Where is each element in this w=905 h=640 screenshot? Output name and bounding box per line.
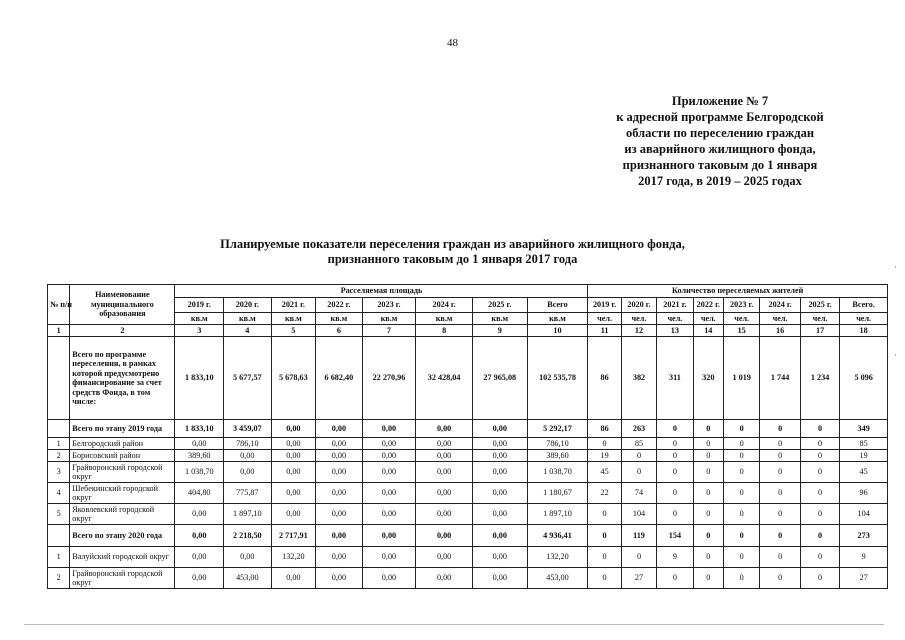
people-year-header: 2021 г. <box>657 298 693 313</box>
people-value: 0 <box>800 547 839 568</box>
people-unit-header: чел. <box>723 313 759 325</box>
row-number: 2 <box>48 568 70 589</box>
area-value: 0,00 <box>416 438 473 450</box>
area-value: 0,00 <box>416 525 473 547</box>
area-unit-header: кв.м <box>175 313 224 325</box>
people-value: 349 <box>840 420 888 438</box>
people-value: 0 <box>588 547 621 568</box>
area-value: 0,00 <box>316 547 363 568</box>
area-year-header: 2022 г. <box>316 298 363 313</box>
people-value: 0 <box>693 450 723 462</box>
area-value: 0,00 <box>271 462 316 483</box>
area-value: 0,00 <box>472 483 527 504</box>
people-value: 0 <box>800 450 839 462</box>
column-number: 16 <box>760 325 800 337</box>
document-title <box>0 237 905 267</box>
people-value: 5 096 <box>840 337 888 420</box>
people-year-header: 2023 г. <box>723 298 759 313</box>
people-value: 0 <box>800 462 839 483</box>
area-value: 775,87 <box>224 483 272 504</box>
area-value: 453,00 <box>527 568 588 589</box>
group-area-header: Расселяемая площадь <box>175 285 588 298</box>
people-value: 85 <box>840 438 888 450</box>
area-value: 0,00 <box>316 420 363 438</box>
people-value: 19 <box>840 450 888 462</box>
people-value: 85 <box>621 438 656 450</box>
column-number: 6 <box>316 325 363 337</box>
page-number: 48 <box>447 37 458 49</box>
area-value: 0,00 <box>224 450 272 462</box>
appendix-heading <box>545 93 895 189</box>
people-value: 104 <box>840 504 888 525</box>
row-number: 1 <box>48 438 70 450</box>
people-value: 0 <box>693 525 723 547</box>
area-value: 389,60 <box>527 450 588 462</box>
people-value: 0 <box>693 483 723 504</box>
area-value: 1 038,70 <box>527 462 588 483</box>
people-value: 0 <box>657 568 693 589</box>
margin-mark: · <box>894 262 897 272</box>
area-unit-header: кв.м <box>472 313 527 325</box>
people-value: 0 <box>723 420 759 438</box>
area-year-header: 2020 г. <box>224 298 272 313</box>
area-value: 0,00 <box>175 504 224 525</box>
column-number: 3 <box>175 325 224 337</box>
people-value: 311 <box>657 337 693 420</box>
people-value: 0 <box>760 450 800 462</box>
people-value: 0 <box>760 568 800 589</box>
people-value: 104 <box>621 504 656 525</box>
people-year-header: 2022 г. <box>693 298 723 313</box>
column-number: 8 <box>416 325 473 337</box>
area-year-header: 2025 г. <box>472 298 527 313</box>
area-value: 0,00 <box>416 547 473 568</box>
title-line: признанного таковым до 1 января 2017 года <box>327 252 578 266</box>
people-value: 0 <box>693 504 723 525</box>
area-value: 0,00 <box>316 462 363 483</box>
resettlement-table <box>47 284 888 589</box>
people-value: 45 <box>840 462 888 483</box>
area-value: 0,00 <box>316 450 363 462</box>
row-number: 3 <box>48 462 70 483</box>
people-value: 154 <box>657 525 693 547</box>
people-year-header: Всего. <box>840 298 888 313</box>
people-value: 0 <box>760 483 800 504</box>
area-value: 0,00 <box>362 462 416 483</box>
area-year-header: 2023 г. <box>362 298 416 313</box>
area-value: 1 038,70 <box>175 462 224 483</box>
table-row <box>48 337 888 420</box>
people-value: 1 744 <box>760 337 800 420</box>
table-row <box>48 547 888 568</box>
area-value: 0,00 <box>362 504 416 525</box>
people-value: 0 <box>588 438 621 450</box>
column-number: 11 <box>588 325 621 337</box>
appendix-line: из аварийного жилищного фонда, <box>624 142 816 156</box>
people-value: 273 <box>840 525 888 547</box>
people-value: 0 <box>760 525 800 547</box>
row-number: 4 <box>48 483 70 504</box>
people-value: 0 <box>800 420 839 438</box>
appendix-line: к адресной программе Белгородской <box>616 110 824 124</box>
area-value: 132,20 <box>527 547 588 568</box>
page-bottom-rule <box>24 624 884 625</box>
col-number-header: № п/п <box>48 285 70 325</box>
area-value: 1 833,10 <box>175 420 224 438</box>
row-number <box>48 420 70 438</box>
people-value: 0 <box>800 525 839 547</box>
column-number: 15 <box>723 325 759 337</box>
people-value: 0 <box>588 504 621 525</box>
people-value: 263 <box>621 420 656 438</box>
area-value: 0,00 <box>472 420 527 438</box>
people-value: 9 <box>657 547 693 568</box>
area-value: 0,00 <box>472 438 527 450</box>
people-value: 0 <box>657 483 693 504</box>
area-value: 0,00 <box>175 547 224 568</box>
people-value: 74 <box>621 483 656 504</box>
area-value: 4 936,41 <box>527 525 588 547</box>
area-year-header: 2021 г. <box>271 298 316 313</box>
people-value: 0 <box>693 420 723 438</box>
area-value: 0,00 <box>271 438 316 450</box>
area-value: 0,00 <box>224 547 272 568</box>
table-row <box>48 420 888 438</box>
area-value: 1 897,10 <box>527 504 588 525</box>
people-value: 0 <box>723 450 759 462</box>
area-unit-header: кв.м <box>362 313 416 325</box>
area-value: 404,80 <box>175 483 224 504</box>
people-value: 0 <box>723 438 759 450</box>
area-value: 0,00 <box>472 547 527 568</box>
area-value: 0,00 <box>362 450 416 462</box>
table-row <box>48 483 888 504</box>
people-value: 0 <box>657 438 693 450</box>
area-unit-header: кв.м <box>527 313 588 325</box>
area-value: 27 965,08 <box>472 337 527 420</box>
area-value: 389,60 <box>175 450 224 462</box>
area-value: 0,00 <box>271 420 316 438</box>
area-value: 0,00 <box>271 568 316 589</box>
column-number: 4 <box>224 325 272 337</box>
people-unit-header: чел. <box>621 313 656 325</box>
table-row <box>48 462 888 483</box>
area-value: 6 682,40 <box>316 337 363 420</box>
column-number: 2 <box>70 325 175 337</box>
people-value: 27 <box>840 568 888 589</box>
people-value: 0 <box>723 462 759 483</box>
people-unit-header: чел. <box>840 313 888 325</box>
area-value: 0,00 <box>472 525 527 547</box>
people-value: 1 019 <box>723 337 759 420</box>
area-value: 0,00 <box>362 420 416 438</box>
people-value: 0 <box>657 504 693 525</box>
column-number: 7 <box>362 325 416 337</box>
column-number: 1 <box>48 325 70 337</box>
row-number: 5 <box>48 504 70 525</box>
area-value: 0,00 <box>416 483 473 504</box>
area-value: 0,00 <box>416 568 473 589</box>
people-value: 45 <box>588 462 621 483</box>
people-value: 0 <box>588 525 621 547</box>
table-row <box>48 450 888 462</box>
area-value: 0,00 <box>472 462 527 483</box>
municipality-name: Яковлевский городской округ <box>70 504 175 525</box>
column-number: 13 <box>657 325 693 337</box>
column-number-row <box>48 325 888 337</box>
column-number: 18 <box>840 325 888 337</box>
title-line: Планируемые показатели переселения граждан из аварийного жилищного фонда, <box>220 237 685 251</box>
area-value: 0,00 <box>362 438 416 450</box>
column-number: 12 <box>621 325 656 337</box>
area-value: 0,00 <box>271 483 316 504</box>
area-value: 0,00 <box>316 568 363 589</box>
column-number: 14 <box>693 325 723 337</box>
area-value: 132,20 <box>271 547 316 568</box>
people-value: 9 <box>840 547 888 568</box>
area-value: 0,00 <box>472 504 527 525</box>
table-row <box>48 568 888 589</box>
area-value: 3 459,07 <box>224 420 272 438</box>
area-unit-header: кв.м <box>416 313 473 325</box>
people-value: 27 <box>621 568 656 589</box>
area-value: 0,00 <box>362 483 416 504</box>
people-value: 0 <box>760 420 800 438</box>
area-value: 0,00 <box>472 450 527 462</box>
people-value: 0 <box>657 420 693 438</box>
municipality-name: Шебекинский городской округ <box>70 483 175 504</box>
people-value: 0 <box>693 438 723 450</box>
area-year-header: 2024 г. <box>416 298 473 313</box>
area-value: 786,10 <box>527 438 588 450</box>
people-year-header: 2025 г. <box>800 298 839 313</box>
appendix-line: признанного таковым до 1 января <box>622 158 818 172</box>
group-people-header: Количество переселяемых жителей <box>588 285 888 298</box>
table-row <box>48 438 888 450</box>
people-value: 320 <box>693 337 723 420</box>
people-value: 86 <box>588 420 621 438</box>
area-value: 0,00 <box>316 504 363 525</box>
people-value: 0 <box>693 568 723 589</box>
people-value: 119 <box>621 525 656 547</box>
area-value: 453,00 <box>224 568 272 589</box>
area-value: 0,00 <box>416 420 473 438</box>
appendix-line: 2017 года, в 2019 – 2025 годах <box>638 174 802 188</box>
row-number <box>48 525 70 547</box>
people-value: 0 <box>693 547 723 568</box>
column-number: 10 <box>527 325 588 337</box>
people-value: 0 <box>760 547 800 568</box>
people-value: 0 <box>760 438 800 450</box>
people-value: 0 <box>800 438 839 450</box>
area-value: 0,00 <box>416 504 473 525</box>
area-year-header: 2019 г. <box>175 298 224 313</box>
people-value: 0 <box>723 568 759 589</box>
area-value: 0,00 <box>316 525 363 547</box>
area-unit-header: кв.м <box>316 313 363 325</box>
area-value: 1 180,67 <box>527 483 588 504</box>
area-value: 22 270,96 <box>362 337 416 420</box>
people-value: 0 <box>760 504 800 525</box>
header-row <box>48 285 888 298</box>
people-value: 0 <box>657 462 693 483</box>
people-value: 0 <box>621 547 656 568</box>
municipality-name: Борисовский район <box>70 450 175 462</box>
municipality-name: Всего по этапу 2020 года <box>70 525 175 547</box>
people-value: 0 <box>588 568 621 589</box>
area-value: 0,00 <box>175 568 224 589</box>
municipality-name: Грайворонский городской округ <box>70 568 175 589</box>
area-value: 0,00 <box>271 450 316 462</box>
people-value: 0 <box>723 547 759 568</box>
area-value: 786,10 <box>224 438 272 450</box>
municipality-name: Всего по программе переселения, в рамках которой предусмотрено финансирование за счет средств Фонда, в том числе: <box>70 337 175 420</box>
area-unit-header: кв.м <box>224 313 272 325</box>
people-year-header: 2019 г. <box>588 298 621 313</box>
area-value: 0,00 <box>416 450 473 462</box>
appendix-line: Приложение № 7 <box>671 94 769 108</box>
row-number: 2 <box>48 450 70 462</box>
area-value: 0,00 <box>175 438 224 450</box>
people-year-header: 2024 г. <box>760 298 800 313</box>
row-number <box>48 337 70 420</box>
area-value: 5 292,17 <box>527 420 588 438</box>
column-number: 17 <box>800 325 839 337</box>
area-value: 0,00 <box>472 568 527 589</box>
table-row <box>48 504 888 525</box>
area-value: 2 717,91 <box>271 525 316 547</box>
people-value: 22 <box>588 483 621 504</box>
area-value: 0,00 <box>362 525 416 547</box>
people-value: 0 <box>723 504 759 525</box>
area-value: 0,00 <box>271 504 316 525</box>
people-unit-header: чел. <box>657 313 693 325</box>
appendix-line: области по переселению граждан <box>625 126 815 140</box>
area-value: 2 218,50 <box>224 525 272 547</box>
area-value: 0,00 <box>416 462 473 483</box>
area-value: 0,00 <box>362 547 416 568</box>
people-value: 19 <box>588 450 621 462</box>
people-value: 96 <box>840 483 888 504</box>
column-number: 5 <box>271 325 316 337</box>
column-number: 9 <box>472 325 527 337</box>
area-value: 1 897,10 <box>224 504 272 525</box>
people-value: 0 <box>723 483 759 504</box>
margin-mark: · <box>894 350 897 360</box>
municipality-name: Всего по этапу 2019 года <box>70 420 175 438</box>
people-value: 1 234 <box>800 337 839 420</box>
area-value: 1 833,10 <box>175 337 224 420</box>
people-value: 0 <box>800 483 839 504</box>
area-value: 0,00 <box>224 462 272 483</box>
people-unit-header: чел. <box>693 313 723 325</box>
people-value: 0 <box>693 462 723 483</box>
municipality-name: Белгородский район <box>70 438 175 450</box>
area-unit-header: кв.м <box>271 313 316 325</box>
people-value: 0 <box>800 568 839 589</box>
people-value: 0 <box>760 462 800 483</box>
area-value: 5 678,63 <box>271 337 316 420</box>
people-value: 382 <box>621 337 656 420</box>
area-value: 5 677,57 <box>224 337 272 420</box>
people-year-header: 2020 г. <box>621 298 656 313</box>
people-value: 0 <box>800 504 839 525</box>
area-value: 0,00 <box>316 483 363 504</box>
people-unit-header: чел. <box>800 313 839 325</box>
row-number: 1 <box>48 547 70 568</box>
people-unit-header: чел. <box>760 313 800 325</box>
area-value: 0,00 <box>316 438 363 450</box>
people-value: 86 <box>588 337 621 420</box>
people-value: 0 <box>621 450 656 462</box>
municipality-name: Грайворонский городской округ <box>70 462 175 483</box>
area-value: 0,00 <box>362 568 416 589</box>
area-value: 32 428,04 <box>416 337 473 420</box>
municipality-name: Валуйский городской округ <box>70 547 175 568</box>
col-name-header: Наименование муниципального образования <box>70 285 175 325</box>
people-value: 0 <box>723 525 759 547</box>
people-unit-header: чел. <box>588 313 621 325</box>
people-value: 0 <box>657 450 693 462</box>
area-value: 0,00 <box>175 525 224 547</box>
table-row <box>48 525 888 547</box>
area-year-header: Всего <box>527 298 588 313</box>
area-value: 102 535,78 <box>527 337 588 420</box>
people-value: 0 <box>621 462 656 483</box>
